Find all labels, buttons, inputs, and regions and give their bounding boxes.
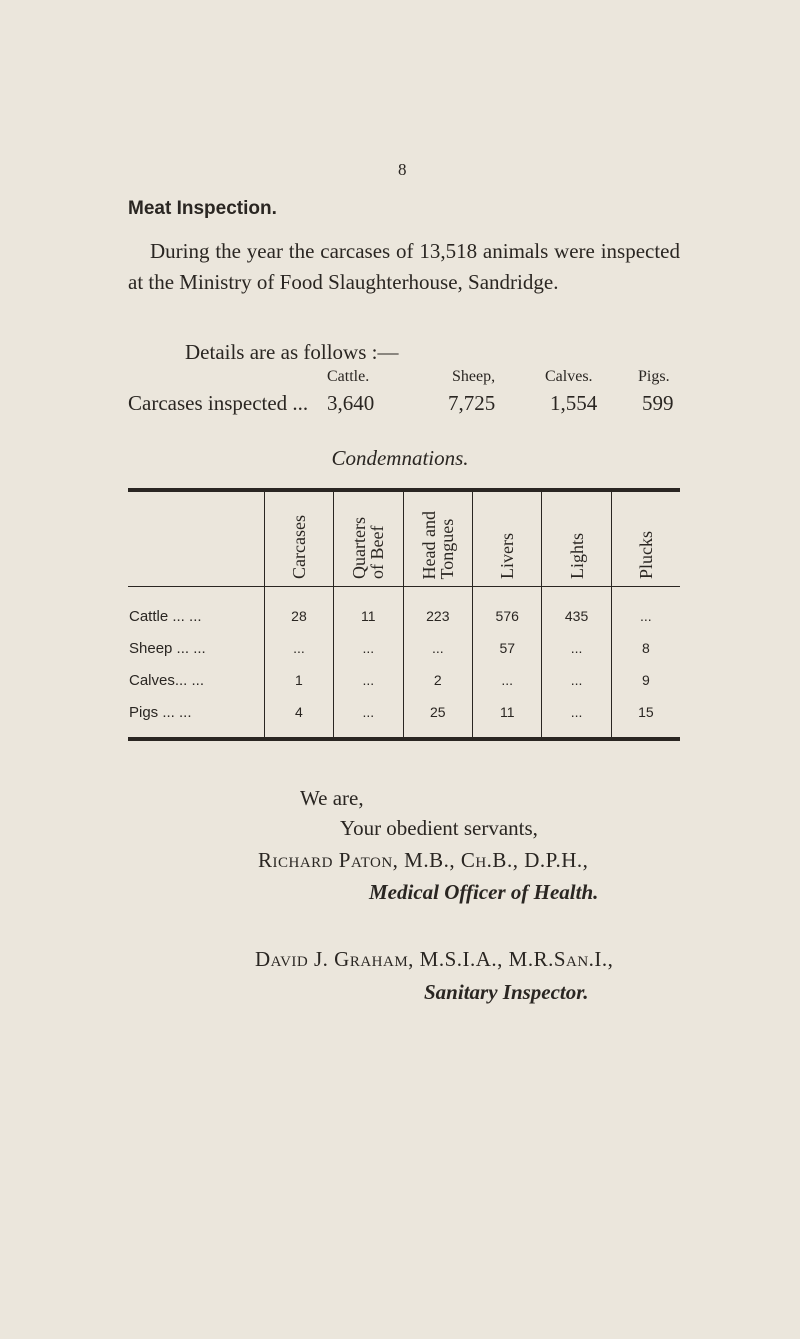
summary-col-sheep: Sheep, [452, 368, 496, 385]
details-lead: Details are as follows :— [185, 340, 399, 364]
row-label: Sheep ... ... [129, 639, 206, 657]
table-row [128, 587, 680, 633]
cell: 15 [611, 696, 680, 739]
cell: 11 [334, 587, 404, 633]
signer-1-title: Medical Officer of Health. [369, 880, 599, 904]
cell: 1 [264, 664, 333, 696]
cell: 576 [473, 587, 542, 633]
cell: ... [334, 696, 404, 739]
cell: 435 [542, 587, 611, 633]
cell: ... [542, 696, 611, 739]
table-corner [128, 490, 264, 587]
cell: 223 [403, 587, 473, 633]
cell: 9 [611, 664, 680, 696]
cell: 25 [403, 696, 473, 739]
cell: ... [334, 664, 404, 696]
closing-we-are: We are, [300, 786, 364, 810]
summary-row-label: Carcases inspected ... [128, 391, 309, 415]
cell: 57 [473, 632, 542, 664]
summary-col-calves: Calves. [545, 368, 593, 385]
signer-2-title: Sanitary Inspector. [424, 980, 589, 1004]
row-label: Cattle ... ... [129, 607, 202, 625]
cell: ... [611, 587, 680, 633]
cell: ... [403, 632, 473, 664]
signer-2-name: David J. Graham, M.S.I.A., M.R.San.I., [255, 947, 614, 971]
header-head-and-tongues: Head and Tongues [403, 490, 473, 587]
signer-1-name: Richard Paton, M.B., Ch.B., D.P.H., [258, 848, 589, 872]
section-heading: Meat Inspection. [128, 198, 277, 219]
header-lights: Lights [542, 490, 611, 587]
summary-val-calves: 1,554 [550, 391, 598, 415]
table-row [128, 696, 680, 739]
cell: ... [542, 664, 611, 696]
page-number: 8 [398, 160, 407, 179]
closing-servants: Your obedient servants, [340, 816, 538, 840]
row-label: Calves... ... [129, 671, 205, 689]
table-row [128, 632, 680, 664]
summary-val-sheep: 7,725 [448, 391, 496, 415]
intro-paragraph: During the year the carcases of 13,518 animals were inspected at the Ministry of Food Slaughterhouse, Sandridge. [128, 239, 680, 294]
summary-val-pigs: 599 [642, 391, 674, 415]
cell: ... [264, 632, 333, 664]
cell: ... [542, 632, 611, 664]
header-plucks: Plucks [611, 490, 680, 587]
cell: 8 [611, 632, 680, 664]
header-livers: Livers [473, 490, 542, 587]
summary-col-pigs: Pigs. [638, 368, 670, 385]
cell: 11 [473, 696, 542, 739]
header-quarters-of-beef: Quarters of Beef [334, 490, 404, 587]
condemnations-title: Condemnations. [331, 446, 469, 470]
cell: 2 [403, 664, 473, 696]
summary-col-cattle: Cattle. [327, 368, 370, 385]
table-row [128, 664, 680, 696]
cell: 4 [264, 696, 333, 739]
condemnations-table [128, 488, 680, 741]
summary-val-cattle: 3,640 [327, 391, 375, 415]
cell: 28 [264, 587, 333, 633]
cell: ... [334, 632, 404, 664]
header-carcases: Carcases [264, 490, 333, 587]
cell: ... [473, 664, 542, 696]
row-label: Pigs ... ... [129, 703, 192, 721]
